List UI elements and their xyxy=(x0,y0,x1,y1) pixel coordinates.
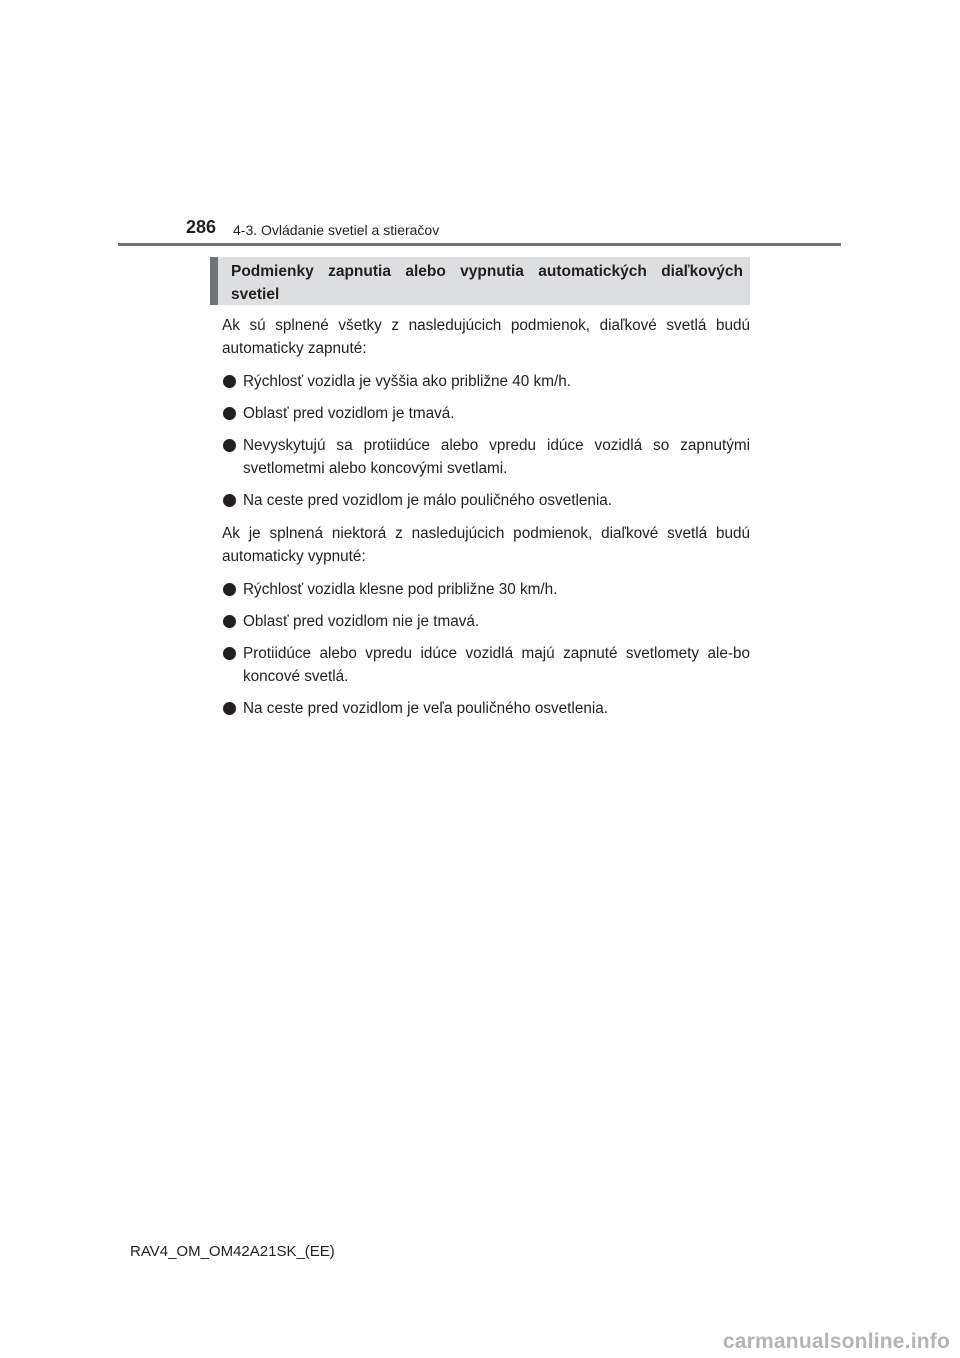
list-item xyxy=(222,610,750,633)
intro-off-paragraph: Ak je splnená niektorá z nasledujúcich podmienok, diaľkové svetlá budú automaticky vypnuté: xyxy=(222,525,750,565)
list-item xyxy=(222,402,750,425)
list-item-text: Protiidúce alebo vpredu idúce vozidlá majú zapnuté svetlomety ale-bo koncové svetlá. xyxy=(243,645,750,685)
bullet-icon xyxy=(223,615,236,628)
content-body xyxy=(222,314,750,720)
document-id: RAV4_OM_OM42A21SK_(EE) xyxy=(130,1243,335,1260)
list-item xyxy=(222,434,750,480)
page-number: 286 xyxy=(186,217,217,237)
list-item-text: Nevyskytujú sa protiidúce alebo vpredu idúce vozidlá so zapnutými svetlometmi alebo koncovými svetlami. xyxy=(243,437,750,477)
subheading-box xyxy=(210,257,750,305)
list-item-text: Na ceste pred vozidlom je málo pouličného osvetlenia. xyxy=(243,492,613,509)
list-item xyxy=(222,370,750,393)
list-item-text: Rýchlosť vozidla klesne pod približne 30 km/h. xyxy=(243,581,558,598)
list-item-text: Na ceste pred vozidlom je veľa pouličného osvetlenia. xyxy=(243,700,608,717)
header-divider xyxy=(118,243,841,246)
subheading-title: Podmienky zapnutia alebo vypnutia automatických diaľkových svetiel xyxy=(231,263,743,303)
bullet-icon xyxy=(223,375,236,388)
bullet-icon xyxy=(223,407,236,420)
bullet-icon xyxy=(223,494,236,507)
intro-on-paragraph: Ak sú splnené všetky z nasledujúcich podmienok, diaľkové svetlá budú automaticky zapnuté: xyxy=(222,317,750,357)
conditions-off-list xyxy=(222,578,750,720)
list-item-text: Rýchlosť vozidla je vyššia ako približne 40 km/h. xyxy=(243,373,571,390)
section-title: 4-3. Ovládanie svetiel a stieračov xyxy=(233,222,440,238)
watermark: carmanualsonline.info xyxy=(722,1330,950,1353)
bullet-icon xyxy=(223,439,236,452)
list-item xyxy=(222,642,750,688)
list-item xyxy=(222,489,750,512)
list-item xyxy=(222,578,750,601)
conditions-on-list xyxy=(222,370,750,512)
bullet-icon xyxy=(223,583,236,596)
list-item-text: Oblasť pred vozidlom nie je tmavá. xyxy=(243,613,480,630)
bullet-icon xyxy=(223,647,236,660)
list-item xyxy=(222,697,750,720)
bullet-icon xyxy=(223,702,236,715)
list-item-text: Oblasť pred vozidlom je tmavá. xyxy=(243,405,455,422)
